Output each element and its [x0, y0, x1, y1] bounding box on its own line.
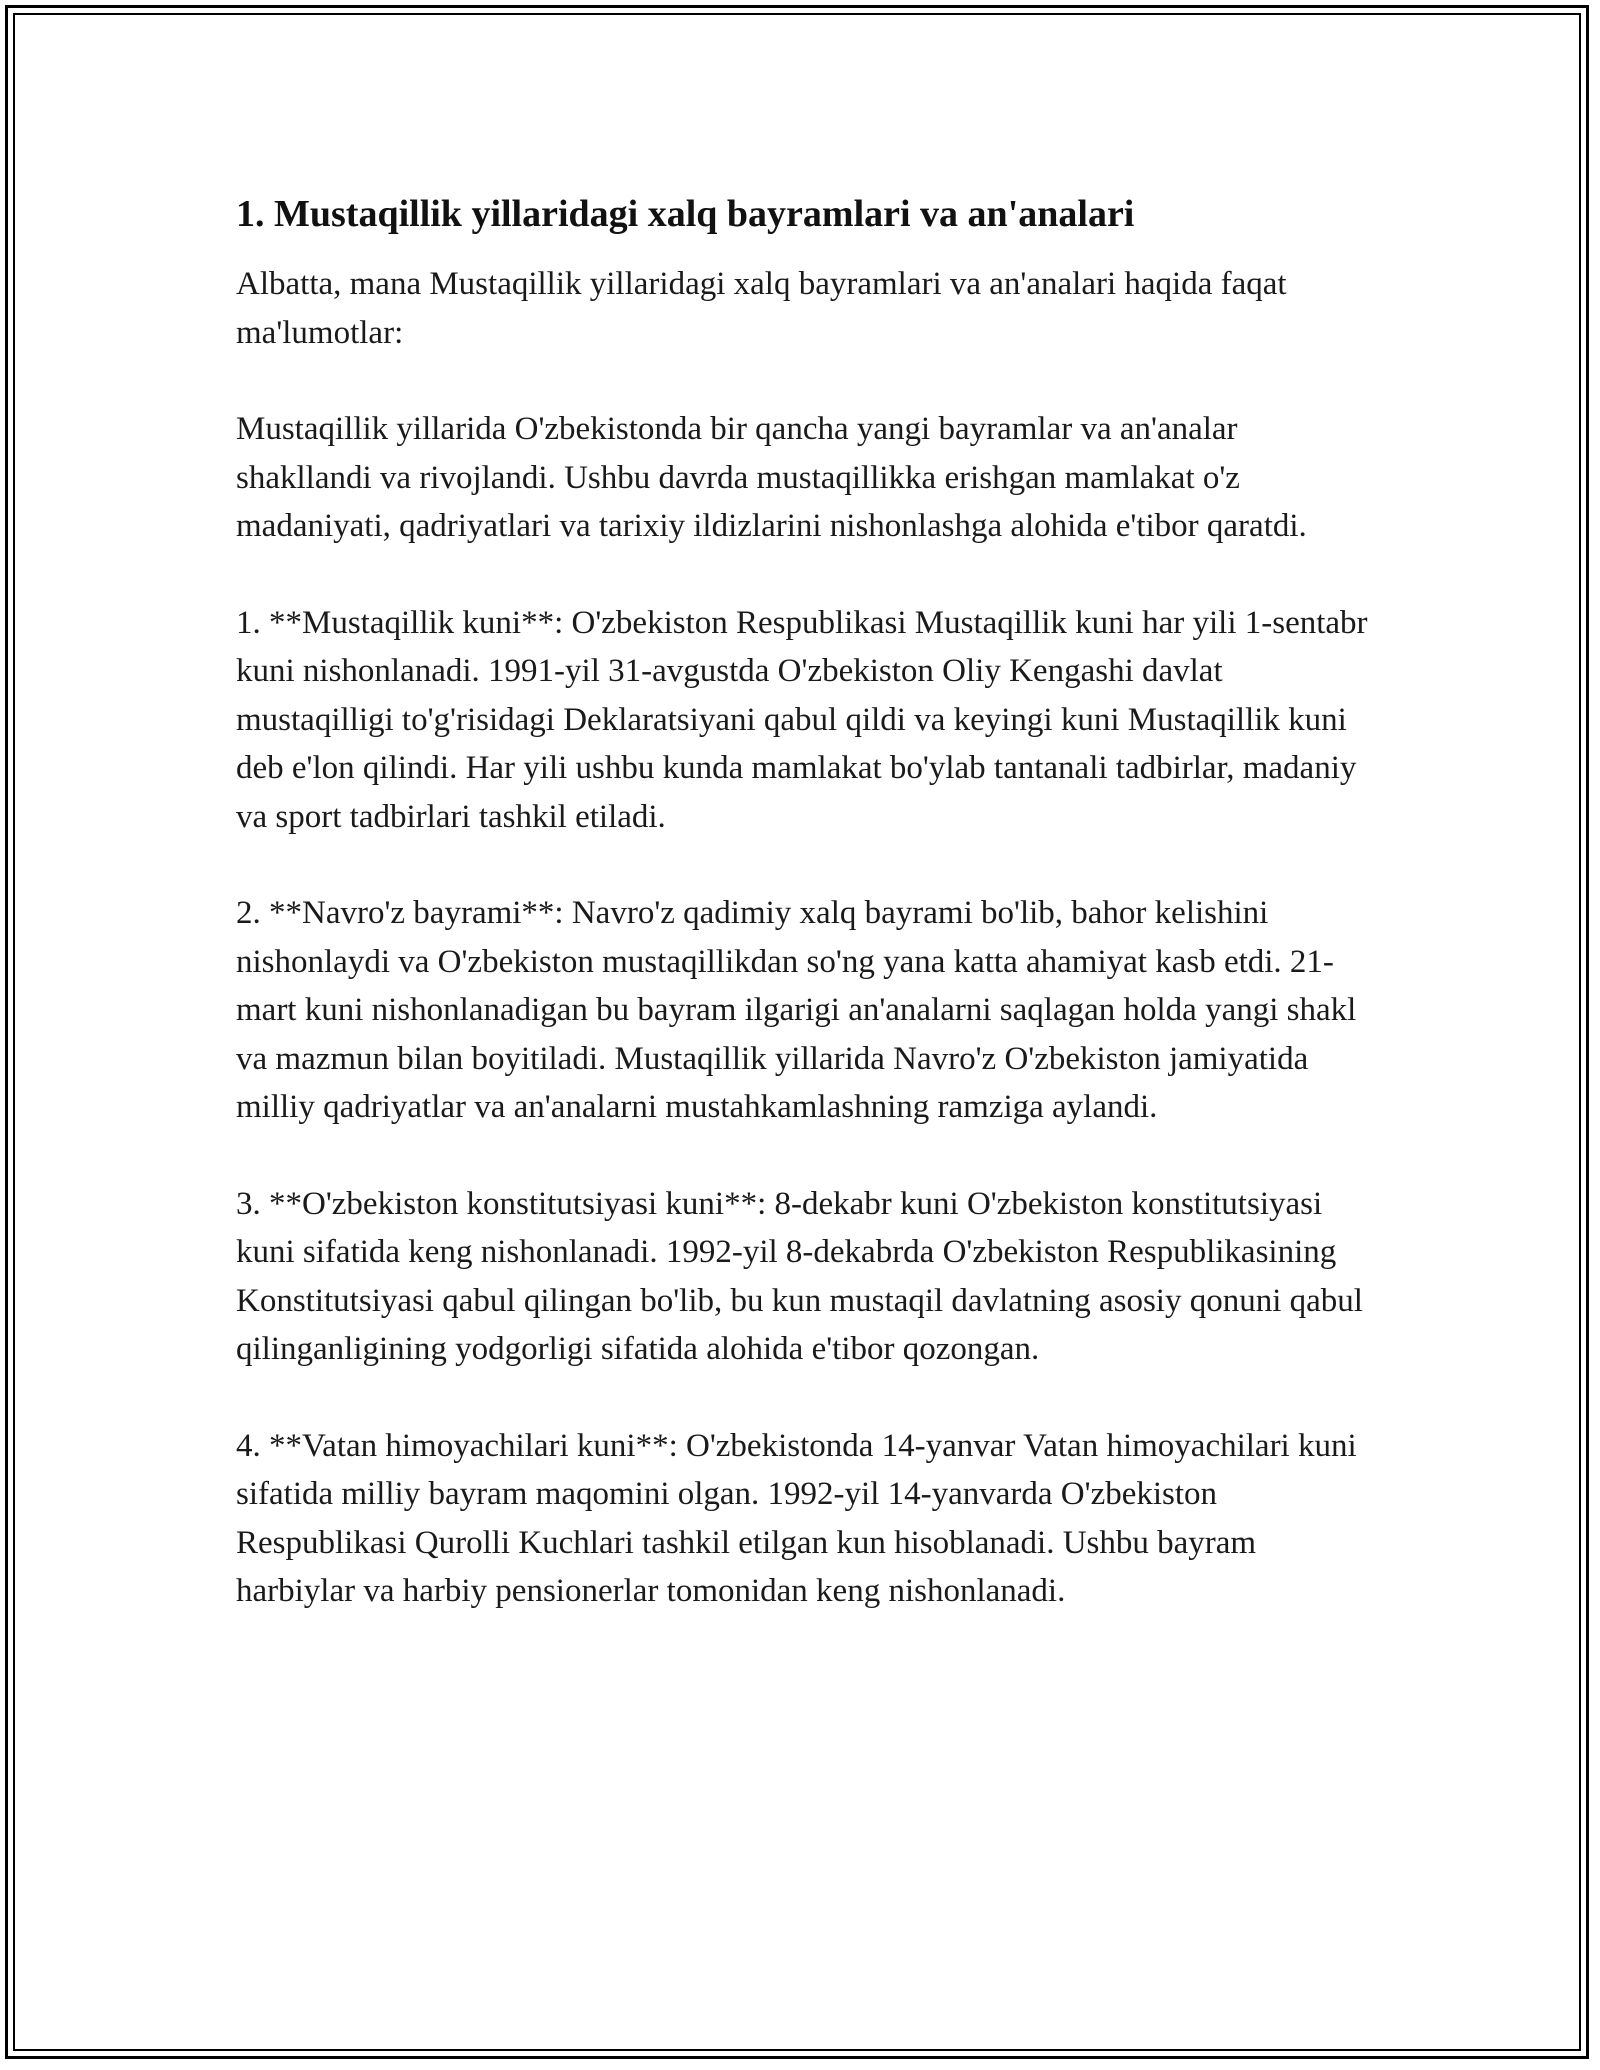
- document-title: 1. Mustaqillik yillaridagi xalq bayramlari va an'analari: [236, 193, 1135, 235]
- intro-paragraph: Albatta, mana Mustaqillik yillaridagi xalq bayramlari va an'analari haqida faqat ma'lumotlar:: [236, 266, 1287, 351]
- overview-paragraph: Mustaqillik yillarida O'zbekistonda bir qancha yangi bayramlar va an'analar shakllandi va rivojlandi. Ushbu davrda mustaqillikka erishgan mamlakat o'z madaniyati, qadriyatlari va tarixiy ildizlarini nishonlashga alohida e'tibor qaratdi.: [236, 411, 1307, 544]
- document-body: [236, 190, 1376, 1664]
- list-item-mustaqillik-kuni: 1. **Mustaqillik kuni**: O'zbekiston Respublikasi Mustaqillik kuni har yili 1-sentabr kuni nishonlanadi. 1991-yil 31-avgustda O'zbekiston Oliy Kengashi davlat mustaqilligi to'g'risidagi Deklaratsiyani qabul qildi va keyingi kuni Mustaqillik kuni deb e'lon qilindi. Har yili ushbu kunda mamlakat bo'ylab tantanali tadbirlar, madaniy va sport tadbirlari tashkil etiladi.: [236, 604, 1368, 835]
- list-item-vatan-himoyachilari-kuni: 4. **Vatan himoyachilari kuni**: O'zbekistonda 14-yanvar Vatan himoyachilari kuni sifatida milliy bayram maqomini olgan. 1992-yil 14-yanvarda O'zbekiston Respublikasi Qurolli Kuchlari tashkil etilgan kun hisoblanadi. Ushbu bayram harbiylar va harbiy pensionerlar tomonidan keng nishonlanadi.: [236, 1427, 1357, 1609]
- list-item-konstitutsiya-kuni: 3. **O'zbekiston konstitutsiyasi kuni**: 8-dekabr kuni O'zbekiston konstitutsiyasi kuni sifatida keng nishonlanadi. 1992-yil 8-dekabrda O'zbekiston Respublikasining Konstitutsiyasi qabul qilingan bo'lib, bu kun mustaqil davlatning asosiy qonuni qabul qilinganligining yodgorligi sifatida alohida e'tibor qozongan.: [236, 1185, 1363, 1367]
- list-item-navroz-bayrami: 2. **Navro'z bayrami**: Navro'z qadimiy xalq bayrami bo'lib, bahor kelishini nishonlaydi va O'zbekiston mustaqillikdan so'ng yana katta ahamiyat kasb etdi. 21-mart kuni nishonlanadigan bu bayram ilgarigi an'analarni saqlagan holda yangi shakl va mazmun bilan boyitiladi. Mustaqillik yillarida Navro'z O'zbekiston jamiyatida milliy qadriyatlar va an'analarni mustahkamlashning ramziga aylandi.: [236, 895, 1357, 1125]
